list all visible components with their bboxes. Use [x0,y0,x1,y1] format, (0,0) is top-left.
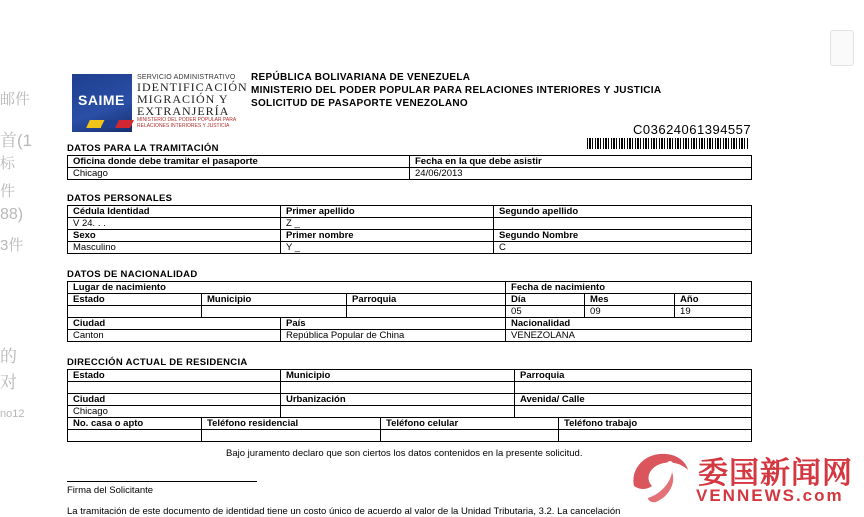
value-casa [68,430,202,442]
bg-fragment: no12 [0,408,25,420]
value-parroquia [347,306,506,318]
label-res-municipio: Municipio [281,370,515,382]
label-sexo: Sexo [68,230,281,242]
value-anio: 19 [675,306,752,318]
label-res-estado: Estado [68,370,281,382]
value-res-parroquia [515,382,752,394]
label-dia: Día [506,294,585,306]
background-scroll-widget [830,30,864,70]
value-mes: 09 [585,306,675,318]
label-avenida: Avenida/ Calle [515,394,752,406]
bg-fragment: 首(1 [0,131,33,150]
label-anio: Año [675,294,752,306]
label-pais: País [281,318,506,330]
logo-line: MIGRACIÓN Y [137,92,229,106]
value-ciudad: Canton [68,330,281,342]
watermark-chinese: 委国新闻网 [698,456,853,491]
header-title-2: MINISTERIO DEL PODER POPULAR PARA RELACIONES INTERIORES Y JUSTICIA [251,85,662,96]
bg-fragment: 88) [0,206,24,223]
label-fecha-nacimiento: Fecha de nacimiento [506,282,752,294]
label-segundo-apellido: Segundo apellido [494,206,752,218]
value-dia: 05 [506,306,585,318]
logo-text [137,74,248,129]
label-mes: Mes [585,294,675,306]
section-title-nacionalidad: DATOS DE NACIONALIDAD [67,269,198,280]
bg-box [830,30,854,66]
saime-badge-text: SAIME [78,92,125,108]
value-res-ciudad: Chicago [68,406,281,418]
label-tel-trabajo: Teléfono trabajo [559,418,752,430]
value-estado [68,306,202,318]
phoenix-logo-icon [626,446,692,506]
bg-fragment: 标 [0,155,16,172]
label-segundo-nombre: Segundo Nombre [494,230,752,242]
flag-stripe [86,120,134,128]
value-tel-celular [381,430,559,442]
label-ciudad: Ciudad [68,318,281,330]
label-nacionalidad: Nacionalidad [506,318,752,330]
value-municipio [202,306,347,318]
signature-line [67,481,257,482]
value-nacionalidad: VENEZOLANA [506,330,752,342]
header-title-1: REPÚBLICA BOLIVARIANA DE VENEZUELA [251,72,471,83]
section-title-tramitacion: DATOS PARA LA TRAMITACIÓN [67,143,219,154]
value-tel-trabajo [559,430,752,442]
label-estado: Estado [68,294,202,306]
background-page-fragment [0,0,40,512]
label-fecha-asistir: Fecha en la que debe asistir [410,156,752,168]
watermark-english: VENNEWS.com [696,486,844,505]
table-residencia [67,369,752,442]
barcode [587,138,748,149]
bg-fragment: 的 [0,347,17,366]
document-header [251,71,661,110]
section-title-residencia: DIRECCIÓN ACTUAL DE RESIDENCIA [67,357,248,368]
bg-fragment: 邮件 [0,91,31,108]
label-res-parroquia: Parroquia [515,370,752,382]
label-tel-celular: Teléfono celular [381,418,559,430]
logo-line: EXTRANJERÍA [137,104,230,118]
footer-text: La tramitación de este documento de identidad tiene un costo único de acuerdo al valor de la Unidad Tributaria, 3.2. La cancelación [67,506,621,517]
logo-line: RELACIONES INTERIORES Y JUSTICIA [137,123,230,129]
value-segundo-nombre: C [494,242,752,254]
value-oficina: Chicago [68,168,410,180]
bg-fragment: 对 [0,373,17,392]
label-municipio: Municipio [202,294,347,306]
logo-line: IDENTIFICACIÓN [137,80,248,94]
table-personales [67,205,752,254]
label-casa: No. casa o apto [68,418,202,430]
header-title-3: SOLICITUD DE PASAPORTE VENEZOLANO [251,98,468,109]
label-oficina: Oficina donde debe tramitar el pasaporte [68,156,410,168]
label-primer-apellido: Primer apellido [281,206,494,218]
declaration-text: Bajo juramento declaro que son ciertos los datos contenidos en la presente solicitud. [226,448,583,459]
application-code: C03624061394557 [633,122,752,137]
label-primer-nombre: Primer nombre [281,230,494,242]
section-title-personales: DATOS PERSONALES [67,193,173,204]
saime-badge [72,74,132,132]
label-res-ciudad: Ciudad [68,394,281,406]
logo-line: MINISTERIO DEL PODER POPULAR PARA [137,117,237,123]
vennews-watermark [620,446,860,508]
value-primer-apellido: Z _ [281,218,494,230]
value-segundo-apellido [494,218,752,230]
label-cedula: Cédula Identidad [68,206,281,218]
bg-fragment: 件 [0,183,16,200]
saime-logo [67,70,248,138]
table-nacionalidad [67,281,752,342]
value-sexo: Masculino [68,242,281,254]
value-res-estado [68,382,281,394]
value-fecha-asistir: 24/06/2013 [410,168,752,180]
value-pais: República Popular de China [281,330,506,342]
logo-line: SERVICIO ADMINISTRATIVO [137,74,236,81]
label-urbanizacion: Urbanización [281,394,515,406]
value-res-municipio [281,382,515,394]
signature-label: Firma del Solicitante [67,485,154,496]
label-tel-residencial: Teléfono residencial [202,418,381,430]
value-cedula: V 24. . . [68,218,281,230]
bg-fragment: 3件 [0,237,24,254]
value-tel-residencial [202,430,381,442]
value-urbanizacion [281,406,515,418]
value-avenida [515,406,752,418]
value-primer-nombre: Y _ [281,242,494,254]
label-parroquia: Parroquia [347,294,506,306]
label-lugar-nacimiento: Lugar de nacimiento [68,282,506,294]
table-tramitacion [67,155,752,180]
